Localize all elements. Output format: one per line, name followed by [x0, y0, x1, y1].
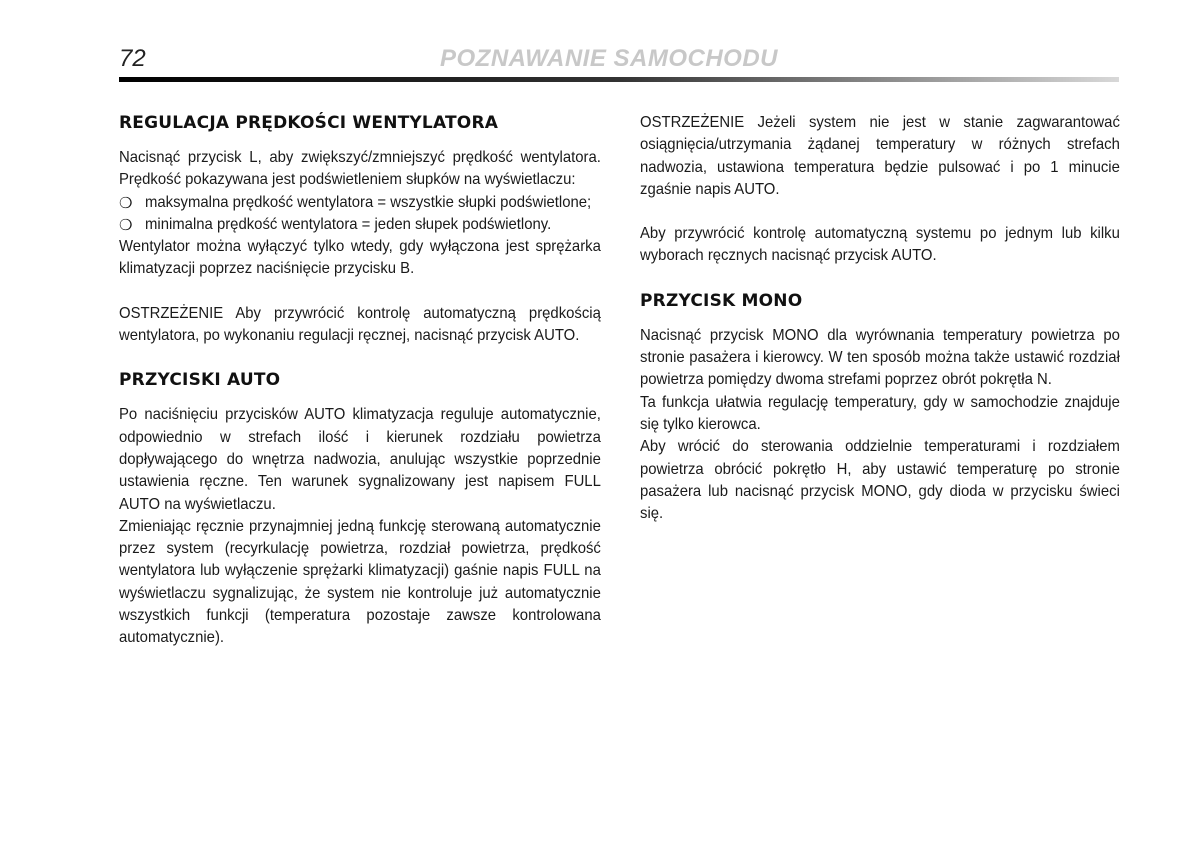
warning-temperature: OSTRZEŻENIE Jeżeli system nie jest w stanie zagwarantować osiągnięcia/utrzymania żądanej temperatury w różnych strefach nadwozia, ustawiona temperatura będzie pulsować i po 1 minucie zgaśnie napis AUTO.: [640, 114, 1120, 198]
bullet-text: minimalna prędkość wentylatora = jeden słupek podświetlony.: [145, 215, 552, 233]
heading-mono-button: PRZYCISK MONO: [640, 290, 803, 311]
list-item: [119, 214, 601, 236]
paragraph-restore-auto: Aby przywrócić kontrolę automatyczną systemu po jednym lub kilku wyborach ręcznych nacisnąć przycisk AUTO.: [640, 225, 1120, 265]
paragraph-fan-intro: Nacisnąć przycisk L, aby zwiększyć/zmniejszyć prędkość wentylatora. Prędkość pokazywana jest podświetleniem słupków na wyświetlaczu:: [119, 149, 601, 189]
left-column: [119, 112, 601, 650]
page-number: 72: [119, 45, 146, 72]
paragraph-auto-2: Zmieniając ręcznie przynajmniej jedną funkcję sterowaną automatycznie przez system (recyrkulację powietrza, rozdział powietrza, prędkość wentylatora lub wyłączenie sprężarki klimatyzacji) gaśnie napis FULL na wyświetlaczu sygnalizując, że system nie kontroluje już automatycznie wszystkich funkcji (temperatura pozostaje zawsze kontrolowana automatycznie).: [119, 517, 601, 647]
circle-bullet-icon: ❍: [119, 193, 133, 212]
bullet-text: maksymalna prędkość wentylatora = wszystkie słupki podświetlone;: [145, 193, 592, 211]
heading-fan-speed: REGULACJA PRĘDKOŚCI WENTYLATORA: [119, 113, 499, 133]
paragraph-mono-1: Nacisnąć przycisk MONO dla wyrównania temperatury powietrza po stronie pasażera i kierowcy. W ten sposób można także ustawić rozdział powietrza pomiędzy dwoma strefami poprzez obrót pokrętła N.: [640, 326, 1120, 389]
header-rule: [119, 77, 1119, 82]
paragraph-auto-1: Po naciśnięciu przycisków AUTO klimatyzacja reguluje automatycznie, odpowiednio w strefach ilość i kierunek rozdziału powietrza dopływającego do wnętrza nadwozia, anulując wszystkie poprzednie ustawienia ręczne. Ten warunek sygnalizowany jest napisem FULL AUTO na wyświetlaczu.: [119, 406, 601, 513]
page-header-title: POZNAWANIE SAMOCHODU: [440, 45, 779, 72]
paragraph-fan-off: Wentylator można wyłączyć tylko wtedy, gdy wyłączona jest sprężarka klimatyzacji poprzez naciśnięcie przycisku B.: [119, 238, 601, 278]
circle-bullet-icon: ❍: [119, 215, 133, 234]
list-item: [119, 192, 601, 214]
warning-fan-auto: OSTRZEŻENIE Aby przywrócić kontrolę automatyczną prędkością wentylatora, po wykonaniu regulacji ręcznej, nacisnąć przycisk AUTO.: [119, 304, 601, 345]
paragraph-mono-3: Aby wrócić do sterowania oddzielnie temperaturami i rozdziałem powietrza obrócić pokrętło H, aby ustawić temperaturę po stronie pasażera lub nacisnąć przycisk MONO, gdy dioda w przycisku świeci się.: [640, 438, 1120, 523]
right-column: [640, 112, 1120, 525]
paragraph-mono-2: Ta funkcja ułatwia regulację temperatury, gdy w samochodzie znajduje się tylko kierowca.: [640, 393, 1120, 433]
heading-auto-buttons: PRZYCISKI AUTO: [119, 370, 281, 391]
